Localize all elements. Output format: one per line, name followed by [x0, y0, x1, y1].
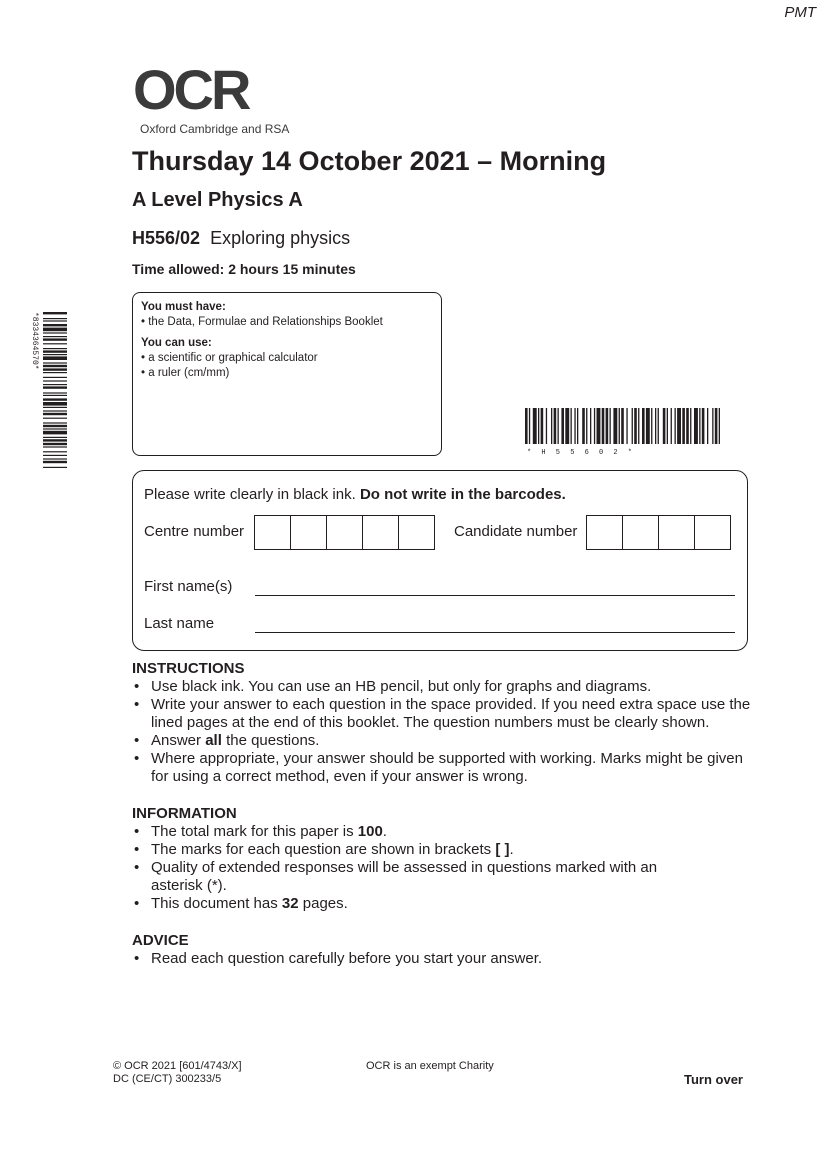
- can-use-list: [141, 351, 433, 381]
- must-have-list: [141, 315, 433, 330]
- barcode-bar: [43, 386, 67, 388]
- barcode-bar: [43, 354, 67, 355]
- barcode-bar: [43, 461, 67, 463]
- ocr-logo: [133, 58, 333, 138]
- barcode-bar: [43, 437, 67, 438]
- time-allowed: Time allowed: 2 hours 15 minutes: [132, 261, 356, 277]
- barcode-bar: [638, 408, 639, 444]
- advice-section: [132, 932, 757, 968]
- barcode-bar: [677, 408, 681, 444]
- barcode-bar: [682, 408, 685, 444]
- barcode-bar: [658, 408, 659, 444]
- barcode-bar: [675, 408, 676, 444]
- barcode-bar: [667, 408, 668, 444]
- barcode-bar: [707, 408, 708, 444]
- must-have-heading: You must have:: [141, 301, 226, 313]
- note-text: Please write clearly in black ink.: [144, 486, 356, 503]
- barcode-bar: [43, 384, 67, 385]
- barcode-bar: [597, 408, 601, 444]
- text: .: [509, 841, 514, 858]
- centre-digit-box[interactable]: [326, 515, 363, 550]
- barcode-bar: [43, 372, 67, 373]
- barcode-bar: [546, 408, 547, 444]
- candidate-number-label: Candidate number: [454, 523, 578, 540]
- list-item: • Use black ink. You can use an HB pencil, but only for graphs and diagrams.: [132, 678, 757, 696]
- barcode-bar: [43, 422, 67, 423]
- barcode-bar: [621, 408, 624, 444]
- barcode-bar: [582, 408, 585, 444]
- centre-digit-box[interactable]: [254, 515, 291, 550]
- barcode-bar: [43, 467, 67, 468]
- barcode-bar: [558, 408, 559, 444]
- bold-text: 32: [281, 895, 299, 912]
- barcode-bar: [43, 402, 67, 406]
- barcode-bar: [577, 408, 578, 444]
- vertical-barcode: [29, 310, 69, 470]
- barcode-bar: [43, 443, 67, 445]
- barcode-bar: [43, 368, 67, 370]
- barcode-bar: [699, 408, 700, 444]
- barcode-bar: [590, 408, 591, 444]
- logo-subtitle: Oxford Cambridge and RSA: [140, 122, 290, 136]
- barcode-bars: [43, 312, 67, 468]
- barcode-bar: [43, 318, 67, 319]
- advice-heading: ADVICE: [132, 932, 189, 949]
- barcode-bar: [651, 408, 652, 444]
- centre-digit-box[interactable]: [398, 515, 435, 550]
- barcode-bar: [43, 332, 67, 333]
- barcode-bar: [43, 428, 67, 429]
- barcode-bar: [43, 455, 67, 456]
- text: The total mark for this paper is: [151, 823, 354, 840]
- barcode-bar: [642, 408, 645, 444]
- barcode-bar: [571, 408, 572, 444]
- barcode-bar: [43, 328, 67, 332]
- candidate-digit-box[interactable]: [586, 515, 623, 550]
- text: The marks for each question are shown in brackets: [151, 841, 492, 858]
- barcode-bar: [610, 408, 611, 444]
- turn-over-label: Turn over: [684, 1072, 743, 1087]
- centre-number-field: [255, 515, 435, 550]
- barcode-bar: [702, 408, 705, 444]
- list-item: [132, 841, 757, 859]
- text: .: [382, 823, 387, 840]
- barcode-bar: [43, 350, 67, 352]
- barcode-bar: [43, 338, 67, 340]
- first-name-field[interactable]: [255, 595, 735, 596]
- barcode-bar: [43, 380, 67, 381]
- exam-date: Thursday 14 October 2021 – Morning: [132, 146, 607, 176]
- barcode-bar: [671, 408, 672, 444]
- information-section: [132, 805, 757, 913]
- barcode-bar: [686, 408, 689, 444]
- barcode-bar: [43, 446, 67, 447]
- barcode-bar: [533, 408, 537, 444]
- list-item: [132, 732, 757, 750]
- instructions-section: [132, 660, 757, 786]
- bold-text: [ ]: [495, 841, 510, 858]
- candidate-digit-box[interactable]: [622, 515, 659, 550]
- list-item: • the Data, Formulae and Relationships Booklet: [141, 315, 433, 330]
- barcode-bar: [43, 356, 67, 360]
- barcode-bar: [43, 312, 67, 314]
- can-use-heading: You can use:: [141, 337, 212, 349]
- list-item: • Quality of extended responses will be assessed in questions marked with an asterisk (*).: [132, 859, 757, 895]
- barcode-bar: [655, 408, 656, 444]
- barcode-bar: [663, 408, 666, 444]
- barcode-digits: * H 5 5 6 0 2 *: [527, 449, 636, 456]
- barcode-bar: [712, 408, 713, 444]
- barcode-bar: [43, 377, 67, 378]
- barcode-bar: [43, 410, 67, 411]
- barcode-bar: [43, 398, 67, 400]
- barcode-bar: [43, 425, 67, 427]
- information-list: [132, 823, 757, 913]
- horizontal-barcode: [523, 408, 723, 456]
- barcode-bar: [551, 408, 552, 444]
- barcode-digits: *8334364570*: [30, 312, 39, 370]
- candidate-number-field: [587, 515, 731, 550]
- candidate-details-box: [132, 470, 748, 651]
- text: the questions.: [226, 732, 320, 749]
- barcode-bar: [43, 392, 67, 393]
- barcode-bar: [43, 320, 67, 321]
- write-clearly-note: [144, 486, 566, 503]
- barcode-bar: [561, 408, 564, 444]
- bold-text: all: [205, 732, 222, 749]
- barcode-bar: [626, 408, 627, 444]
- requirements-box: [132, 292, 442, 456]
- barcode-bar: [574, 408, 575, 444]
- barcode-bar: [43, 324, 67, 326]
- bold-text: 100: [357, 823, 383, 840]
- advice-list: [132, 950, 757, 968]
- list-item: • Read each question carefully before you start your answer.: [132, 950, 757, 968]
- barcode-bar: [606, 408, 609, 444]
- barcode-bar: [43, 343, 67, 344]
- text: Answer: [151, 732, 202, 749]
- list-item: • Write your answer to each question in the space provided. If you need extra space use the lined pages at the end of this booklet. The question numbers must be clearly shown.: [132, 696, 757, 732]
- barcode-bar: [43, 431, 67, 435]
- note-bold-text: Do not write in the barcodes.: [359, 486, 566, 503]
- document-code: DC (CE/CT) 300233/5: [113, 1073, 222, 1085]
- barcode-bar: [525, 408, 528, 444]
- centre-digit-box[interactable]: [290, 515, 327, 550]
- barcode-bar: [646, 408, 650, 444]
- barcode-bar: [529, 408, 530, 444]
- list-item: [132, 895, 757, 913]
- barcode-bar: [565, 408, 569, 444]
- barcode-bar: [619, 408, 620, 444]
- centre-digit-box[interactable]: [362, 515, 399, 550]
- barcode-bar: [43, 418, 67, 419]
- barcode-bar: [43, 458, 67, 459]
- corner-mark: PMT: [784, 4, 816, 21]
- text: pages.: [302, 895, 348, 912]
- qualification-title: A Level Physics A: [132, 189, 303, 211]
- barcode-bar: [43, 439, 67, 441]
- barcode-bar: [43, 407, 67, 408]
- list-item: • Where appropriate, your answer should be supported with working. Marks might be given for using a correct method, even if your answer is wrong.: [132, 750, 757, 786]
- barcode-bar: [613, 408, 617, 444]
- first-name-label: First name(s): [144, 578, 233, 595]
- footer-codes: [113, 1060, 242, 1086]
- barcode-bar: [719, 408, 720, 444]
- copyright-text: © OCR 2021 [601/4743/X]: [113, 1060, 242, 1072]
- barcode-bar: [694, 408, 698, 444]
- barcode-bar: [586, 408, 587, 444]
- charity-note: OCR is an exempt Charity: [366, 1060, 494, 1072]
- paper-title: Exploring physics: [210, 228, 351, 248]
- list-item: [132, 823, 757, 841]
- last-name-field[interactable]: [255, 632, 735, 633]
- logo-wordmark: OCR: [133, 58, 249, 121]
- barcode-bar: [602, 408, 605, 444]
- instructions-heading: INSTRUCTIONS: [132, 660, 245, 677]
- barcode-bar: [634, 408, 637, 444]
- barcode-bar: [541, 408, 544, 444]
- centre-number-label: Centre number: [144, 523, 245, 540]
- paper-code: H556/02: [132, 228, 201, 248]
- barcode-bar: [43, 413, 67, 415]
- barcode-bar: [43, 451, 67, 452]
- barcode-bar: [43, 362, 67, 363]
- barcode-bar: [43, 365, 67, 367]
- barcode-bars: [525, 408, 720, 444]
- barcode-bar: [632, 408, 633, 444]
- barcode-bar: [43, 348, 67, 349]
- barcode-bar: [538, 408, 539, 444]
- information-heading: INFORMATION: [132, 805, 237, 822]
- list-item: • a scientific or graphical calculator: [141, 351, 433, 366]
- barcode-bar: [43, 336, 67, 337]
- barcode-bar: [43, 395, 67, 396]
- candidate-digit-box[interactable]: [694, 515, 731, 550]
- barcode-bar: [554, 408, 557, 444]
- barcode-bar: [690, 408, 691, 444]
- barcode-bar: [594, 408, 595, 444]
- instructions-list: [132, 678, 757, 786]
- paper-code-line: [132, 228, 350, 249]
- text: This document has: [151, 895, 278, 912]
- candidate-digit-box[interactable]: [658, 515, 695, 550]
- list-item: • a ruler (cm/mm): [141, 366, 433, 381]
- barcode-bar: [715, 408, 718, 444]
- last-name-label: Last name: [144, 615, 215, 632]
